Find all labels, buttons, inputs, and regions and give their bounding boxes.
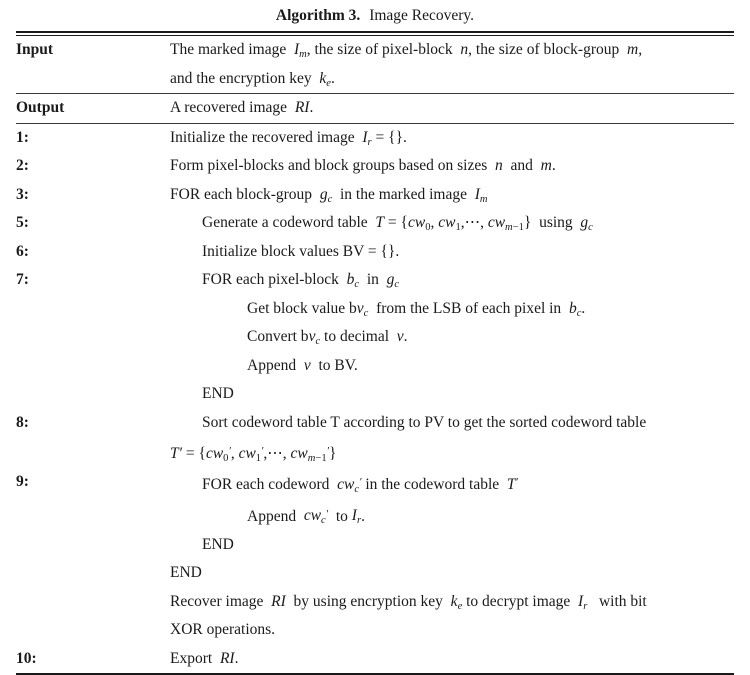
table-row-step-10 xyxy=(16,645,734,674)
row-line: FOR each block-group $g_c$ in the marked image $I_m$ xyxy=(170,185,488,205)
row-label-output: Output xyxy=(16,99,65,116)
step-body xyxy=(170,645,734,674)
algorithm-output-section xyxy=(16,94,734,123)
step-body xyxy=(170,409,734,469)
row-line: Convert $bv_c$ to decimal v. xyxy=(247,328,408,347)
row-line: Form pixel-blocks and block groups based on sizes n and m. xyxy=(170,157,556,174)
table-row-step-9 xyxy=(16,468,734,645)
algorithm-title-caption: Image Recovery. xyxy=(369,7,475,24)
step-number: 10: xyxy=(16,649,37,667)
row-body-input xyxy=(170,36,734,93)
algorithm-header-section xyxy=(16,36,734,93)
step-body xyxy=(170,238,734,267)
row-line-end: END xyxy=(170,564,202,582)
row-line: Sort codeword table T according to PV to get the sorted codeword table xyxy=(202,413,647,431)
step-body xyxy=(170,181,734,210)
row-line: Append $cw_c'$ to $I_r$. xyxy=(247,507,365,527)
step-number: 9: xyxy=(16,473,29,491)
row-line: Append v to BV. xyxy=(247,356,358,374)
row-label-input: Input xyxy=(16,41,54,58)
row-line: Export RI. xyxy=(170,649,239,667)
row-line: XOR operations. xyxy=(170,621,276,639)
step-body xyxy=(170,468,734,645)
row-line: and the encryption key $k_e$. xyxy=(170,69,335,89)
row-line: FOR each pixel-block $b_c$ in $g_c$ xyxy=(202,271,400,290)
step-body xyxy=(170,266,734,409)
row-body-output xyxy=(170,94,734,123)
step-number: 8: xyxy=(16,413,29,431)
table-row-step-7 xyxy=(16,266,734,409)
step-body xyxy=(170,124,734,153)
step-number: 5: xyxy=(16,214,29,231)
row-line: Initialize block values BV = {}. xyxy=(202,242,400,260)
row-line: Initialize the recovered image $I_r$ = {}. xyxy=(170,128,407,148)
table-row-input xyxy=(16,36,734,93)
row-line: Generate a codeword table $T = \{cw_0$, $cw_1,\cdots$, $cw_{m-1}$} using $g_c$ xyxy=(202,214,593,233)
table-row-step-1 xyxy=(16,124,734,153)
table-row-output xyxy=(16,94,734,123)
algorithm-title xyxy=(16,0,734,31)
table-row-step-2 xyxy=(16,152,734,181)
row-line: The marked image $I_m$, the size of pixel-block n, the size of block-group m, xyxy=(170,41,643,60)
row-line: A recovered image RI. xyxy=(170,99,314,116)
step-number: 1: xyxy=(16,128,29,146)
row-line: $T' = \{cw_0'$, $cw_1',\cdots$, $cw_{m-1}'$} xyxy=(170,444,337,464)
step-number: 2: xyxy=(16,157,29,174)
algorithm-steps xyxy=(16,124,734,674)
table-row-step-3 xyxy=(16,181,734,210)
step-body xyxy=(170,209,734,238)
step-number: 6: xyxy=(16,242,29,260)
step-body xyxy=(170,152,734,181)
step-number: 7: xyxy=(16,271,29,288)
row-line: Get block value $bv_c$ from the LSB of each pixel in $b_c$. xyxy=(247,299,586,319)
algorithm-title-label: Algorithm 3. xyxy=(275,7,361,24)
table-row-step-5 xyxy=(16,209,734,238)
step-number: 3: xyxy=(16,185,29,203)
table-row-step-6 xyxy=(16,238,734,267)
row-line: Recover image RI by using encryption key $k_e$ to decrypt image $I_r$ with bit xyxy=(170,592,647,612)
table-row-step-8 xyxy=(16,409,734,469)
row-line-end: END xyxy=(202,535,234,553)
row-line-end: END xyxy=(202,385,234,402)
row-line: FOR each codeword $cw_c'$ in the codeword table T′ xyxy=(202,476,518,496)
